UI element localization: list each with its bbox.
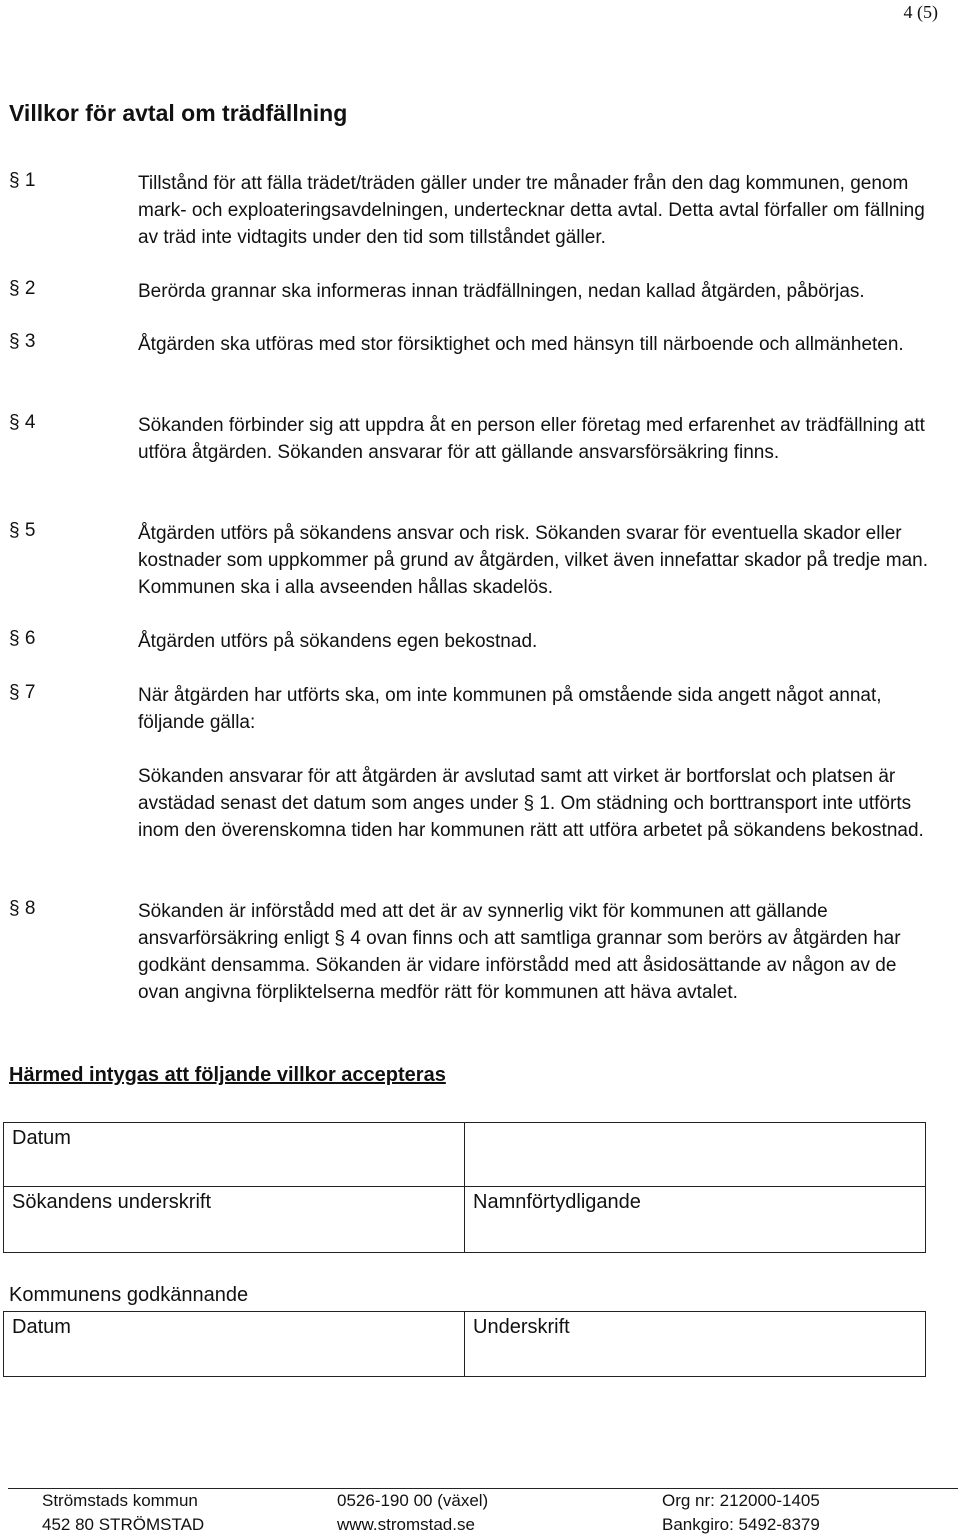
condition-text: Åtgärden utförs på sökandens egen bekostnad.	[138, 631, 538, 652]
condition-text: Åtgärden utförs på sökandens ansvar och risk. Sökanden svarar för eventuella skador eller kostnader som uppkommer på grund av åtgärden, vilket även innefattar skador på tredje man. Kommunen ska i alla avseenden hållas skadelös.	[138, 523, 928, 598]
condition-number: § 3	[9, 331, 36, 352]
condition-number: § 8	[9, 898, 36, 919]
condition-number: § 7	[9, 682, 36, 703]
approval-signature-field[interactable]	[465, 1312, 926, 1377]
condition-text: Sökanden ansvarar för att åtgärden är avslutad samt att virket är bortforslat och platsen är avstädad senast det datum som anges under § 1. Om städning och borttransport inte utförts inom den överenskomna tiden har kommunen rätt att utföra arbetet på sökandens bekostnad.	[138, 766, 924, 841]
footer-website: www.stromstad.se	[337, 1515, 475, 1534]
footer-bankgiro: Bankgiro: 5492-8379	[662, 1515, 820, 1534]
footer-phone: 0526-190 00 (växel)	[337, 1491, 489, 1510]
footer-address: 452 80 STRÖMSTAD	[42, 1515, 205, 1534]
date-field[interactable]	[4, 1123, 465, 1187]
approval-date-label: Datum	[12, 1316, 71, 1338]
municipality-approval-heading: Kommunens godkännande	[9, 1284, 249, 1306]
approval-signature-label: Underskrift	[473, 1316, 570, 1338]
approval-date-field[interactable]	[4, 1312, 465, 1377]
condition-text: När åtgärden har utförts ska, om inte kommunen på omstående sida angett något annat, följande gälla:	[138, 685, 882, 733]
date-label: Datum	[12, 1127, 71, 1149]
acceptance-table	[3, 1122, 926, 1253]
page-number: 4 (5)	[903, 2, 938, 22]
condition-text: Åtgärden ska utföras med stor försiktighet och med hänsyn till närboende och allmänheten.	[138, 334, 904, 355]
page-title: Villkor för avtal om trädfällning	[9, 100, 348, 126]
footer-org-nr: Org nr: 212000-1405	[662, 1491, 820, 1510]
condition-number: § 6	[9, 628, 36, 649]
condition-number: § 1	[9, 170, 36, 191]
name-clarification-label: Namnförtydligande	[473, 1191, 641, 1213]
acceptance-heading: Härmed intygas att följande villkor accepteras	[9, 1064, 446, 1086]
condition-text: Tillstånd för att fälla trädet/träden gäller under tre månader från den dag kommunen, genom mark- och exploateringsavdelningen, undertecknar detta avtal. Detta avtal förfaller om fällning av träd inte vidtagits under den tid som tillståndet gäller.	[138, 173, 925, 248]
footer-org-name: Strömstads kommun	[42, 1491, 198, 1510]
name-clarification-field[interactable]	[465, 1187, 926, 1253]
footer-divider	[8, 1488, 958, 1489]
approval-table	[3, 1311, 926, 1377]
applicant-signature-label: Sökandens underskrift	[12, 1191, 212, 1213]
condition-text: Sökanden förbinder sig att uppdra åt en person eller företag med erfarenhet av trädfällning att utföra åtgärden. Sökanden ansvarar för att gällande ansvarsförsäkring finns.	[138, 415, 925, 463]
condition-number: § 2	[9, 278, 36, 299]
condition-text: Berörda grannar ska informeras innan trädfällningen, nedan kallad åtgärden, påbörjas.	[138, 281, 865, 302]
condition-text: Sökanden är införstådd med att det är av synnerlig vikt för kommunen att gällande ansvarförsäkring enligt § 4 ovan finns och att samtliga grannar som berörs av åtgärden har godkänt densamma. Sökanden är vidare införstådd med att åsidosättande av någon av de ovan angivna förpliktelserna medför rätt för kommunen att häva avtalet.	[138, 901, 901, 1003]
condition-number: § 4	[9, 412, 36, 433]
empty-cell[interactable]	[465, 1123, 926, 1187]
condition-number: § 5	[9, 520, 36, 541]
applicant-signature-field[interactable]	[4, 1187, 465, 1253]
